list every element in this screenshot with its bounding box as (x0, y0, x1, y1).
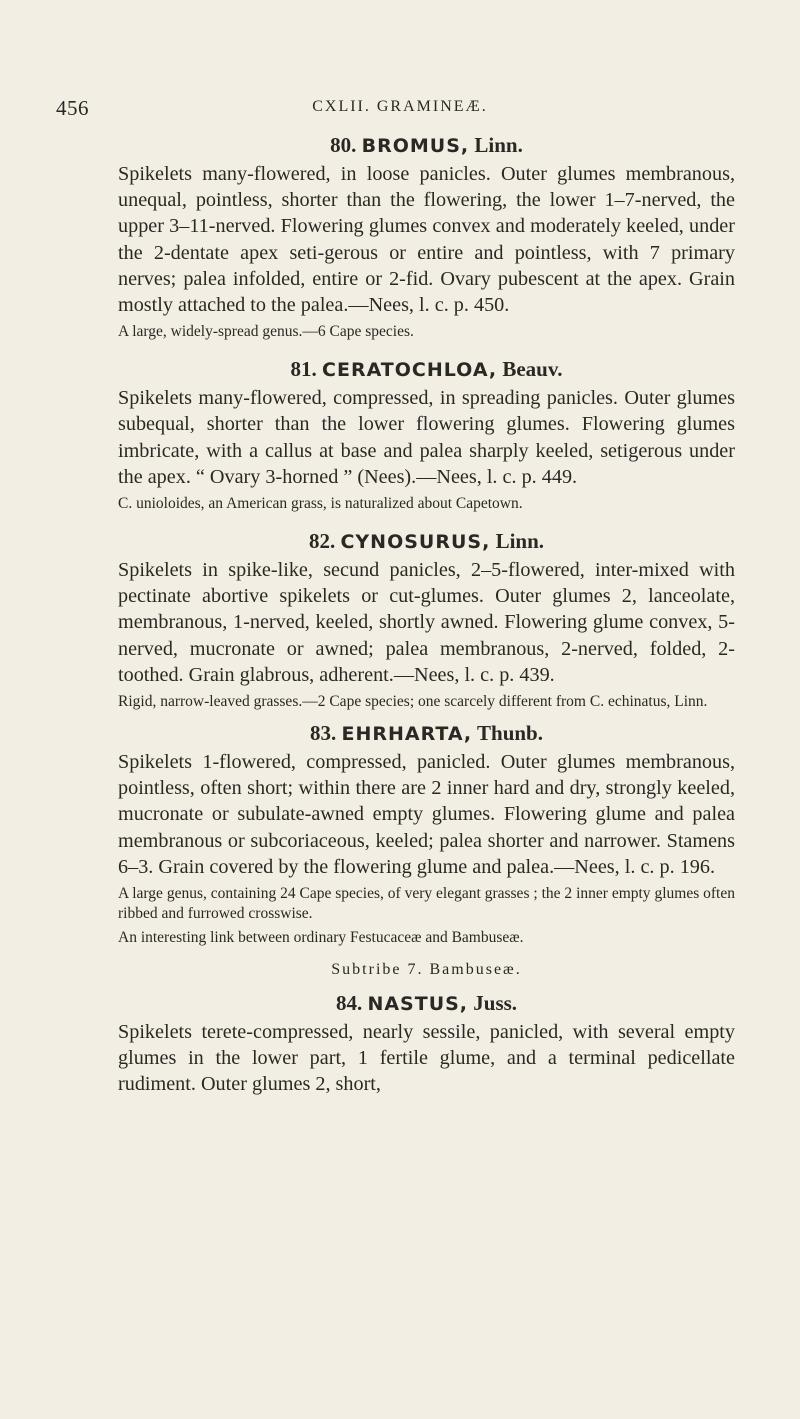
genus-description-ceratochloa: Spikelets many-flowered, compressed, in spreading panicles. Outer glumes subequal, shorter than the lower flowering glumes. Flowering glumes imbricate, with a callus at base and palea sharply keeled, setigerous under the apex. “ Ovary 3-horned ” (Nees).—Nees, l. c. p. 449. (118, 387, 735, 488)
genus-description-cynosurus: Spikelets in spike-like, secund panicles, 2–5-flowered, inter-mixed with pectinate abortive spikelets or cut-glumes. Outer glumes 2, lanceolate, membranous, 1-nerved, keeled, shortly awned. Flowering glume convex, 5-nerved, mucronate or awned; palea membranous, 2-nerved, folded, 2-toothed. Grain glabrous, adherent.—Nees, l. c. p. 439. (118, 559, 735, 686)
genus-heading-ehrharta (118, 718, 735, 749)
running-head: CXLII. GRAMINEÆ. (312, 98, 488, 115)
genus-description-bromus: Spikelets many-flowered, in loose panicles. Outer glumes membranous, unequal, pointless, shorter than the flowering, the lower 1–7-nerved, the upper 3–11-nerved. Flowering glumes convex and moderately keeled, under the 2-dentate apex seti-gerous or entire and pointless, with 7 primary nerves; palea infolded, entire or 2-fid. Ovary pubescent at the apex. Grain mostly attached to the palea.—Nees, l. c. p. 450. (118, 163, 735, 317)
genus-authority: Beauv. (502, 357, 563, 382)
genus-note-ehrharta: A large genus, containing 24 Cape species, of very elegant grasses ; the 2 inner empty glumes often ribbed and furrowed crosswise. (118, 885, 735, 923)
genus-authority: Thunb. (477, 721, 543, 746)
text-column (118, 130, 735, 1098)
genus-heading-nastus (118, 988, 735, 1019)
genus-heading-bromus (118, 130, 735, 161)
genus-note-ceratochloa: C. unioloides, an American grass, is naturalized about Capetown. (118, 495, 523, 513)
genus-name: EHRHARTA, (341, 723, 473, 746)
genus-description-ehrharta: Spikelets 1-flowered, compressed, panicled. Outer glumes membranous, pointless, often short; within there are 2 inner hard and dry, strongly keeled, mucronate or subulate-awned empty glumes. Flowering glume and palea membranous or subcoriaceous, keeled; palea shorter and narrower. Stamens 6–3. Grain covered by the flowering glume and palea.—Nees, l. c. p. 196. (118, 751, 735, 878)
genus-authority: Juss. (473, 991, 518, 1016)
genus-name: NASTUS, (367, 993, 469, 1016)
genus-name: CERATOCHLOA, (322, 359, 498, 382)
genus-number: 81. (290, 357, 317, 382)
genus-description-nastus: Spikelets terete-compressed, nearly sessile, panicled, with several empty glumes in the lower part, 1 fertile glume, and a terminal pedicellate rudiment. Outer glumes 2, short, (118, 1021, 735, 1096)
page-number: 456 (56, 96, 89, 120)
genus-authority: Linn. (495, 529, 545, 554)
genus-heading-cynosurus (118, 526, 735, 557)
genus-note-bromus: A large, widely-spread genus.—6 Cape species. (118, 323, 414, 341)
genus-note-cynosurus: Rigid, narrow-leaved grasses.—2 Cape species; one scarcely different from C. echinatus, Linn. (118, 693, 708, 711)
genus-number: 82. (308, 529, 336, 554)
subtribe-heading: Subtribe 7. Bambuseæ. (331, 961, 522, 979)
genus-name: BROMUS, (361, 135, 470, 157)
genus-name: CYNOSURUS, (340, 531, 491, 554)
genus-note2-ehrharta: An interesting link between ordinary Festucaceæ and Bambuseæ. (118, 929, 524, 947)
genus-number: 83. (309, 721, 337, 746)
genus-number: 84. (335, 991, 363, 1016)
genus-number: 80. (330, 133, 357, 157)
genus-authority: Linn. (474, 133, 523, 157)
genus-heading-ceratochloa (118, 354, 735, 385)
